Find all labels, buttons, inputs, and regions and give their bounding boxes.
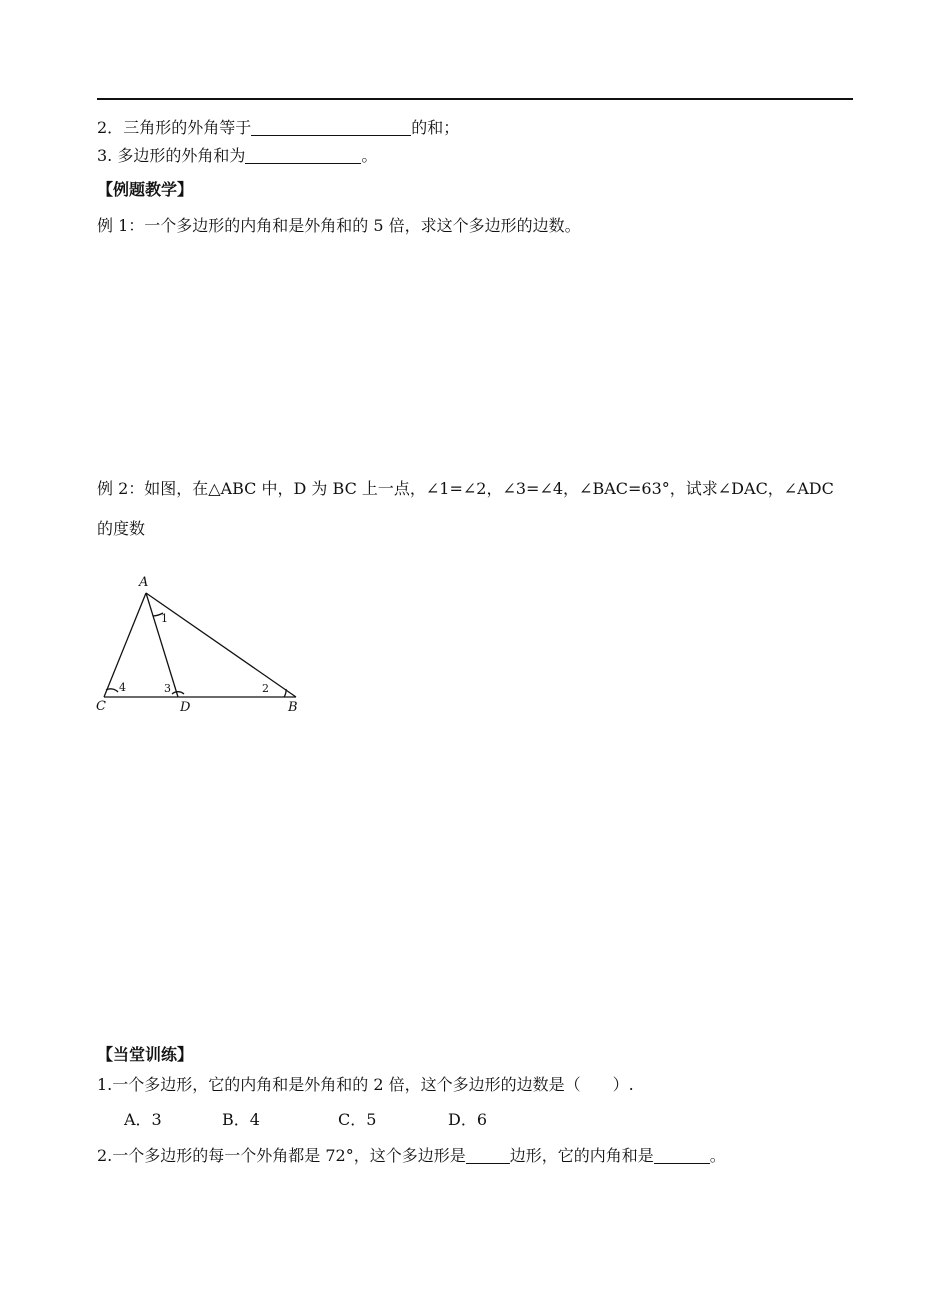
answer-blank — [251, 119, 411, 136]
angle-3-label: 3 — [164, 682, 171, 695]
answer-blank-1 — [466, 1147, 510, 1164]
question-text: 多边形的外角和为 — [117, 146, 246, 165]
angle-2-label: 2 — [262, 682, 269, 695]
point-d-label: D — [180, 700, 191, 715]
question-number: 2． — [97, 118, 124, 137]
segment-ad — [146, 593, 178, 697]
point-b-label: B — [288, 700, 298, 715]
point-a-label: A — [139, 575, 149, 590]
examples-heading: 【例题教学】 — [97, 180, 194, 199]
practice-question-2 — [97, 1146, 726, 1166]
answer-blank-2 — [654, 1147, 710, 1164]
question-text: 三角形的外角等于 — [123, 118, 252, 137]
example-2-line-1: 例 2：如图，在△ABC 中，D 为 BC 上一点，∠1=∠2，∠3=∠4，∠BAC=63°，试求∠DAC，∠ADC — [97, 479, 834, 498]
point-c-label: C — [96, 699, 106, 714]
example-1: 例 1：一个多边形的内角和是外角和的 5 倍，求这个多边形的边数。 — [97, 216, 581, 235]
angle-2-arc — [284, 689, 286, 697]
option-c: C．5 — [338, 1110, 377, 1129]
example-2-line-2: 的度数 — [97, 519, 146, 538]
option-d: D．6 — [448, 1110, 488, 1129]
question-text-end: 。 — [709, 1146, 726, 1165]
practice-heading: 【当堂训练】 — [97, 1045, 194, 1064]
review-question-3 — [97, 146, 377, 166]
question-text-middle: 边形，它的内角和是 — [509, 1146, 654, 1165]
top-rule — [97, 98, 853, 100]
angle-4-label: 4 — [119, 681, 126, 694]
answer-blank — [245, 147, 361, 164]
option-a: A．3 — [124, 1110, 162, 1129]
practice-q1-options — [124, 1110, 487, 1130]
angle-1-label: 1 — [161, 612, 168, 625]
triangle-figure — [90, 570, 320, 720]
question-text-end: 的和； — [411, 118, 460, 137]
question-text-end: 。 — [361, 146, 378, 165]
practice-question-1: 1.一个多边形，它的内角和是外角和的 2 倍，这个多边形的边数是（ ）. — [97, 1075, 634, 1094]
question-text: 2.一个多边形的每一个外角都是 72°，这个多边形是 — [97, 1146, 466, 1165]
option-b: B．4 — [222, 1110, 260, 1129]
angle-4-arc — [106, 689, 118, 692]
review-question-2 — [97, 118, 459, 138]
angle-3-arc — [172, 692, 184, 694]
question-number: 3. — [97, 146, 113, 165]
